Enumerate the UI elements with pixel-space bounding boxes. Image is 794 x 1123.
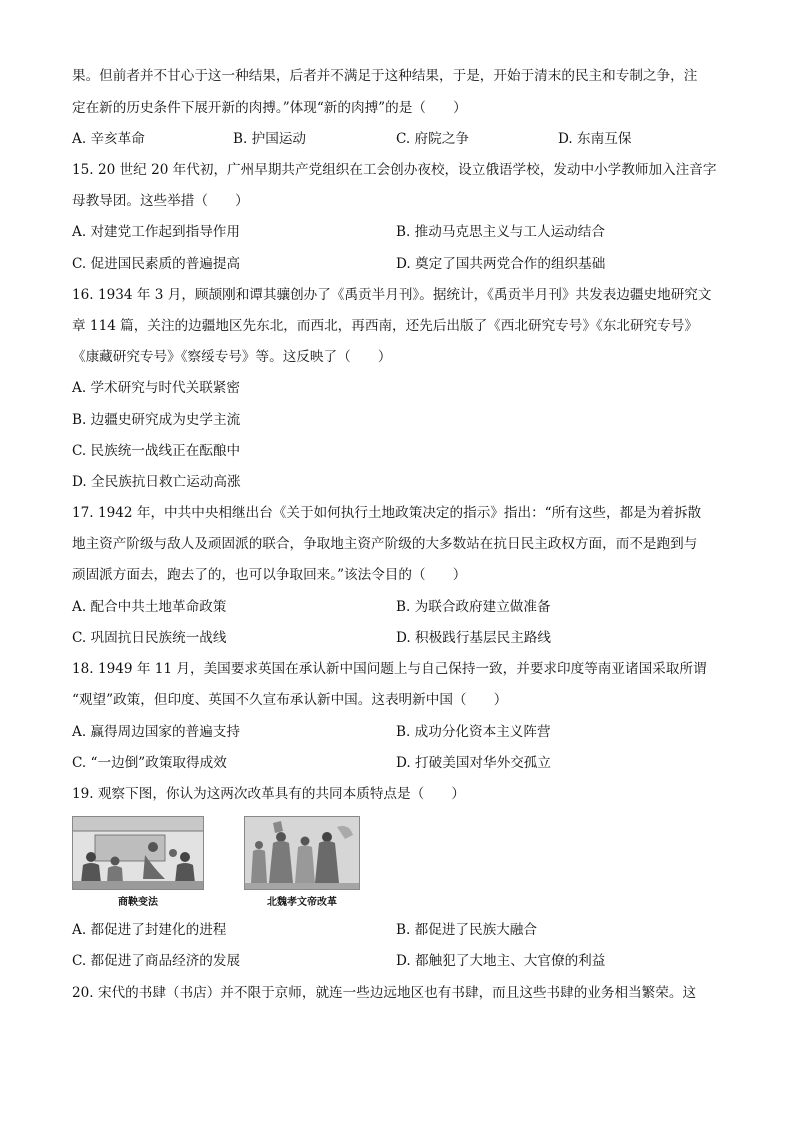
xiaowen-illustration [244,816,360,890]
q14-option-a[interactable]: A. 辛亥革命 [72,131,145,147]
q15-option-d[interactable]: D. 奠定了国共两党合作的组织基础 [396,256,606,272]
figure-caption-right: 北魏孝文帝改革 [267,897,337,908]
q15-option-a[interactable]: A. 对建党工作起到指导作用 [72,224,240,240]
q16-option-b[interactable]: B. 边疆史研究成为史学主流 [72,412,241,428]
q14-option-c[interactable]: C. 府院之争 [396,131,469,147]
q17-stem-line-1: 17. 1942 年，中共中央相继出台《关于如何执行土地政策决定的指示》指出：“所有这些，都是为着拆散 [72,505,702,521]
figure-caption-left: 商鞅变法 [118,897,158,908]
q14-stem-line-1: 果。但前者并不甘心于这一种结果，后者并不满足于这种结果，于是，开始于清末的民主和专制之争，注 [72,68,698,84]
q17-option-c[interactable]: C. 巩固抗日民族统一战线 [72,630,227,646]
q19-stem: 19. 观察下图，你认为这两次改革具有的共同本质特点是（ ） [72,786,465,802]
q19-option-a[interactable]: A. 都促进了封建化的进程 [72,922,227,938]
q14-stem-line-2: 定在新的历史条件下展开新的肉搏。”体现“新的肉搏”的是（ ） [72,100,467,116]
q15-option-b[interactable]: B. 推动马克思主义与工人运动结合 [396,224,605,240]
q19-option-d[interactable]: D. 都触犯了大地主、大官僚的利益 [396,953,606,969]
q17-option-b[interactable]: B. 为联合政府建立做准备 [396,599,551,615]
q18-stem-line-1: 18. 1949 年 11 月，美国要求英国在承认新中国问题上与自己保持一致，并要求印度等南亚诸国采取所谓 [72,661,707,677]
figure-shang-yang-reform [72,816,204,908]
q18-stem-line-2: “观望”政策，但印度、英国不久宣布承认新中国。这表明新中国（ ） [72,692,508,708]
q16-stem-line-2: 章 114 篇，关注的边疆地区先东北，而西北，再西南，还先后出版了《西北研究专号》《东北研究专号》 [72,318,698,334]
q16-option-c[interactable]: C. 民族统一战线正在酝酿中 [72,443,241,459]
q15-stem-line-1: 15. 20 世纪 20 年代初，广州早期共产党组织在工会创办夜校，设立俄语学校，发动中小学教师加入注音字 [72,162,717,178]
q16-option-a[interactable]: A. 学术研究与时代关联紧密 [72,380,240,396]
q19-option-c[interactable]: C. 都促进了商品经济的发展 [72,953,241,969]
q18-option-c[interactable]: C. “一边倒”政策取得成效 [72,755,227,771]
q16-stem-line-3: 《康藏研究专号》《察绥专号》等。这反映了（ ） [72,349,392,365]
q17-option-a[interactable]: A. 配合中共土地革命政策 [72,599,227,615]
q17-stem-line-3: 顽固派方面去，跑去了的，也可以争取回来。”该法令目的（ ） [72,567,467,583]
q15-stem-line-2: 母教导团。这些举措（ ） [72,193,249,209]
figure-xiaowen-reform [244,816,360,908]
q17-stem-line-2: 地主资产阶级与敌人及顽固派的联合，争取地主资产阶级的大多数站在抗日民主政权方面，而不是跑到与 [72,536,698,552]
q16-option-d[interactable]: D. 全民族抗日救亡运动高涨 [72,474,241,490]
q18-option-a[interactable]: A. 赢得周边国家的普遍支持 [72,724,240,740]
q20-stem-line-1: 20. 宋代的书肆（书店）并不限于京师，就连一些边远地区也有书肆，而且这些书肆的业务相当繁荣。这 [72,985,697,1001]
shang-yang-drawing-icon [73,817,203,889]
q18-option-d[interactable]: D. 打破美国对华外交孤立 [396,755,551,771]
q17-option-d[interactable]: D. 积极践行基层民主路线 [396,630,551,646]
q18-option-b[interactable]: B. 成功分化资本主义阵营 [396,724,551,740]
shang-yang-illustration [72,816,204,890]
q16-stem-line-1: 16. 1934 年 3 月，顾颉刚和谭其骧创办了《禹贡半月刊》。据统计，《禹贡半月刊》共发表边疆史地研究文 [72,287,712,303]
xiaowen-drawing-icon [245,817,359,889]
q19-option-b[interactable]: B. 都促进了民族大融合 [396,922,537,938]
q14-option-d[interactable]: D. 东南互保 [558,131,632,147]
q14-option-b[interactable]: B. 护国运动 [233,131,307,147]
q15-option-c[interactable]: C. 促进国民素质的普遍提高 [72,256,241,272]
